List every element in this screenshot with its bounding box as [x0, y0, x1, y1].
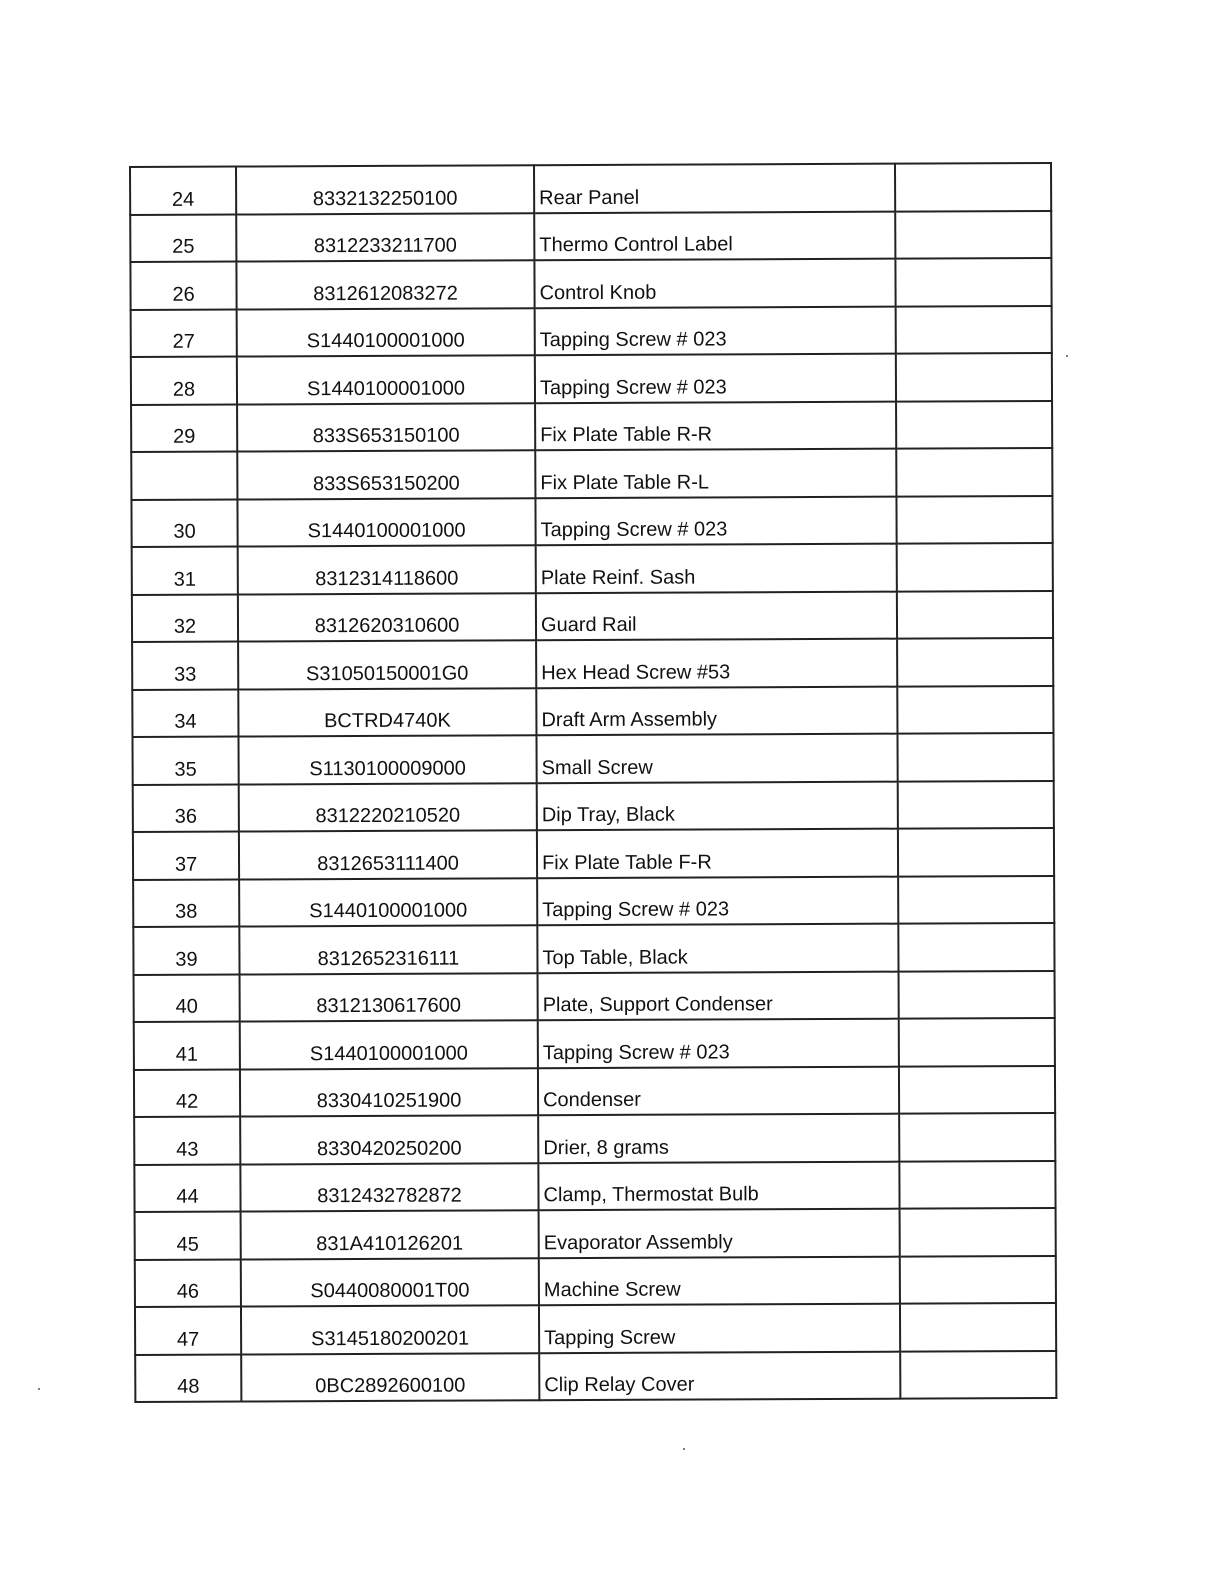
- part-number-cell: 8312620310600: [238, 593, 536, 642]
- table-row: [133, 923, 1054, 975]
- part-number-cell: 8312652316111: [239, 925, 537, 974]
- description-cell: Thermo Control Label: [534, 211, 895, 260]
- item-number-cell: [131, 452, 237, 500]
- description-cell: Draft Arm Assembly: [536, 686, 897, 735]
- scan-speck: [38, 1388, 40, 1390]
- part-number-cell: S1440100001000: [237, 498, 535, 547]
- table-row: [133, 875, 1054, 927]
- item-number-cell: 28: [131, 357, 237, 405]
- part-number-cell: S31050150001G0: [238, 640, 536, 689]
- description-cell: Tapping Screw # 023: [535, 496, 896, 545]
- table-row: [130, 210, 1051, 262]
- table-row: [135, 1350, 1056, 1402]
- part-number-cell: S1440100001000: [237, 308, 535, 357]
- part-number-cell: 8312130617600: [240, 973, 538, 1022]
- table-row: [133, 780, 1054, 832]
- blank-cell: [899, 1018, 1055, 1066]
- description-cell: Evaporator Assembly: [539, 1209, 900, 1258]
- table-row: [131, 400, 1052, 452]
- part-number-cell: S3145180200201: [241, 1305, 539, 1354]
- part-number-cell: 8312432782872: [240, 1163, 538, 1212]
- description-cell: Clip Relay Cover: [539, 1351, 900, 1400]
- item-number-cell: 26: [130, 262, 236, 310]
- description-cell: Fix Plate Table F-R: [537, 829, 898, 878]
- blank-cell: [895, 210, 1051, 258]
- item-number-cell: 29: [131, 404, 237, 452]
- blank-cell: [896, 495, 1052, 543]
- blank-cell: [896, 353, 1052, 401]
- item-number-cell: 33: [132, 642, 238, 690]
- description-cell: Plate Reinf. Sash: [536, 544, 897, 593]
- part-number-cell: 8312314118600: [238, 545, 536, 594]
- description-cell: Tapping Screw # 023: [535, 306, 896, 355]
- blank-cell: [899, 970, 1055, 1018]
- part-number-cell: 833S653150200: [237, 450, 535, 499]
- blank-cell: [899, 1065, 1055, 1113]
- blank-cell: [900, 1350, 1056, 1398]
- part-number-cell: BCTRD4740K: [238, 688, 536, 737]
- description-cell: Fix Plate Table R-L: [535, 449, 896, 498]
- item-number-cell: 25: [130, 214, 236, 262]
- description-cell: Dip Tray, Black: [537, 781, 898, 830]
- table-row: [134, 1018, 1055, 1070]
- blank-cell: [897, 685, 1053, 733]
- part-number-cell: S1130100009000: [238, 735, 536, 784]
- blank-cell: [897, 590, 1053, 638]
- description-cell: Tapping Screw # 023: [538, 1019, 899, 1068]
- item-number-cell: 34: [132, 689, 238, 737]
- item-number-cell: 32: [132, 594, 238, 642]
- item-number-cell: 36: [133, 784, 239, 832]
- blank-cell: [897, 638, 1053, 686]
- description-cell: Drier, 8 grams: [538, 1114, 899, 1163]
- part-number-cell: S0440080001T00: [241, 1258, 539, 1307]
- blank-cell: [896, 400, 1052, 448]
- blank-cell: [898, 923, 1054, 971]
- blank-cell: [896, 448, 1052, 496]
- item-number-cell: 40: [134, 974, 240, 1022]
- blank-cell: [897, 733, 1053, 781]
- item-number-cell: 45: [135, 1212, 241, 1260]
- part-number-cell: S1440100001000: [239, 878, 537, 927]
- item-number-cell: 27: [131, 309, 237, 357]
- item-number-cell: 41: [134, 1022, 240, 1070]
- item-number-cell: 46: [135, 1259, 241, 1307]
- table-row: [130, 258, 1051, 310]
- part-number-cell: 0BC2892600100: [241, 1353, 539, 1402]
- part-number-cell: 8312233211700: [236, 213, 534, 262]
- part-number-cell: 8312653111400: [239, 830, 537, 879]
- table-row: [134, 1065, 1055, 1117]
- item-number-cell: 44: [134, 1164, 240, 1212]
- item-number-cell: 42: [134, 1069, 240, 1117]
- part-number-cell: 8312612083272: [236, 260, 534, 309]
- item-number-cell: 35: [132, 737, 238, 785]
- item-number-cell: 24: [130, 167, 236, 215]
- item-number-cell: 30: [131, 499, 237, 547]
- item-number-cell: 37: [133, 832, 239, 880]
- blank-cell: [899, 1113, 1055, 1161]
- scan-speck: [1066, 355, 1068, 357]
- part-number-cell: 8312220210520: [239, 783, 537, 832]
- blank-cell: [895, 163, 1051, 211]
- description-cell: Plate, Support Condenser: [538, 971, 899, 1020]
- table-row: [132, 638, 1053, 690]
- table-row: [135, 1303, 1056, 1355]
- item-number-cell: 47: [135, 1307, 241, 1355]
- table-row: [131, 448, 1052, 500]
- table-row: [134, 970, 1055, 1022]
- table-row: [130, 163, 1051, 215]
- description-cell: Condenser: [538, 1066, 899, 1115]
- table-row: [131, 353, 1052, 405]
- table-row: [132, 590, 1053, 642]
- item-number-cell: 38: [133, 879, 239, 927]
- description-cell: Tapping Screw # 023: [535, 354, 896, 403]
- parts-table: [129, 162, 1057, 1403]
- blank-cell: [900, 1255, 1056, 1303]
- blank-cell: [898, 780, 1054, 828]
- table-row: [132, 685, 1053, 737]
- table-row: [133, 828, 1054, 880]
- description-cell: Guard Rail: [536, 591, 897, 640]
- blank-cell: [900, 1208, 1056, 1256]
- table-row: [131, 305, 1052, 357]
- description-cell: Fix Plate Table R-R: [535, 401, 896, 450]
- part-number-cell: 831A410126201: [241, 1210, 539, 1259]
- part-number-cell: S1440100001000: [240, 1020, 538, 1069]
- blank-cell: [898, 828, 1054, 876]
- blank-cell: [900, 1303, 1056, 1351]
- description-cell: Control Knob: [534, 259, 895, 308]
- blank-cell: [896, 305, 1052, 353]
- item-number-cell: 43: [134, 1117, 240, 1165]
- parts-table-body: [130, 163, 1056, 1402]
- description-cell: Rear Panel: [534, 164, 895, 213]
- item-number-cell: 48: [135, 1354, 241, 1402]
- table-row: [132, 733, 1053, 785]
- item-number-cell: 31: [132, 547, 238, 595]
- table-row: [132, 543, 1053, 595]
- table-row: [135, 1208, 1056, 1260]
- description-cell: Small Screw: [536, 734, 897, 783]
- blank-cell: [898, 875, 1054, 923]
- part-number-cell: 8330420250200: [240, 1115, 538, 1164]
- description-cell: Hex Head Screw #53: [536, 639, 897, 688]
- part-number-cell: 8330410251900: [240, 1068, 538, 1117]
- blank-cell: [899, 1160, 1055, 1208]
- table-row: [131, 495, 1052, 547]
- table-row: [135, 1255, 1056, 1307]
- part-number-cell: 8332132250100: [236, 165, 534, 214]
- table-row: [134, 1113, 1055, 1165]
- description-cell: Tapping Screw: [539, 1304, 900, 1353]
- blank-cell: [897, 543, 1053, 591]
- item-number-cell: 39: [133, 927, 239, 975]
- description-cell: Tapping Screw # 023: [537, 876, 898, 925]
- blank-cell: [895, 258, 1051, 306]
- part-number-cell: 833S653150100: [237, 403, 535, 452]
- part-number-cell: S1440100001000: [237, 355, 535, 404]
- scan-speck: [683, 1448, 685, 1450]
- description-cell: Clamp, Thermostat Bulb: [538, 1161, 899, 1210]
- table-row: [134, 1160, 1055, 1212]
- description-cell: Top Table, Black: [537, 924, 898, 973]
- description-cell: Machine Screw: [539, 1256, 900, 1305]
